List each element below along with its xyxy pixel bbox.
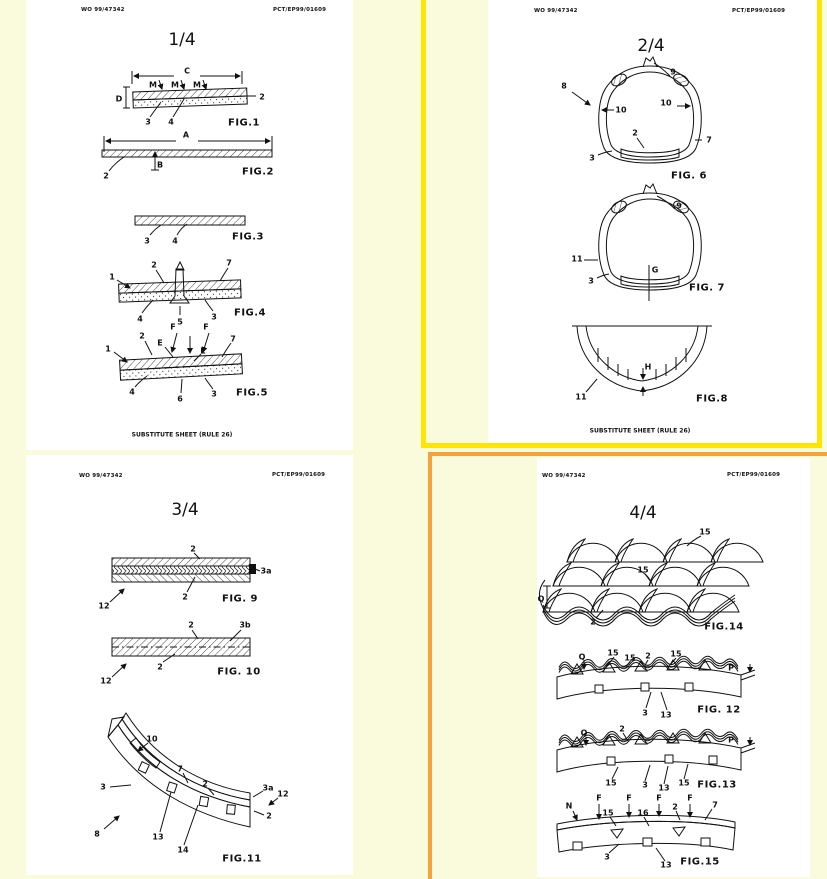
ref-numeral: Q [578,652,586,662]
ref-numeral: E [200,346,206,356]
figure-caption: FIG. 7 [689,282,725,294]
ref-numeral: 3 [604,852,610,862]
sheet-number: 1/4 [168,30,196,50]
sheet-4-drawing [537,458,810,877]
fig-13-drawing [557,729,755,784]
figure-caption: FIG.11 [222,853,262,865]
fig-3-drawing [135,216,245,235]
publication-number: WO 99/47342 [542,473,586,479]
ref-numeral: 9 [670,67,676,77]
figure-caption: FIG.13 [697,779,737,791]
figure-caption: FIG.4 [233,307,267,319]
ref-numeral: 7 [226,258,232,268]
ref-numeral: 6 [177,394,183,404]
ref-numeral: 7 [230,334,236,344]
ref-numeral: 13 [660,860,672,870]
footer-note: SUBSTITUTE SHEET (RULE 26) [131,431,233,439]
ref-numeral: 15 [607,648,619,658]
ref-numeral: 2 [202,779,208,789]
sheet-number: 4/4 [629,503,657,523]
ref-numeral: 15 [637,565,649,575]
ref-numeral: 8 [561,81,567,91]
figure-caption: FIG.14 [704,621,744,633]
application-number: PCT/EP99/01609 [727,472,781,478]
ref-numeral: 10 [660,98,672,108]
ref-numeral: F [203,322,209,332]
ref-numeral: 3 [100,782,106,792]
ref-numeral: 2 [645,651,651,661]
figure-caption: FIG.15 [680,856,720,868]
figure-caption: FIG.1 [227,117,261,129]
ref-numeral: 3 [211,312,217,322]
ref-numeral: P [728,663,734,673]
application-number: PCT/EP99/01609 [273,7,327,13]
sheet-number: 3/4 [171,500,199,520]
ref-numeral: 2 [590,617,596,627]
publication-number: WO 99/47342 [534,8,578,14]
ref-numeral: M [171,80,179,90]
ref-numeral: 3b [239,620,251,630]
ref-numeral: C [184,66,190,76]
ref-numeral: 13 [152,832,164,842]
figure-caption: FIG.3 [231,231,265,243]
ref-numeral: 1 [105,344,111,354]
fig-8-drawing [572,326,712,396]
ref-numeral: D [115,94,123,104]
ref-numeral: 13 [658,783,670,793]
patent-sheet-2[interactable] [488,0,817,443]
ref-numeral: 4 [129,387,135,397]
ref-numeral: 14 [177,845,189,855]
ref-numeral: 15 [602,808,614,818]
ref-numeral: M [149,80,157,90]
ref-numeral: 15 [670,649,682,659]
ref-numeral: 7 [177,764,183,774]
ref-numeral: N [565,801,573,811]
ref-numeral: 2 [259,92,265,102]
ref-numeral: 9 [676,201,682,211]
ref-numeral: E [157,338,163,348]
ref-numeral: 4 [137,314,143,324]
ref-numeral: 3 [589,153,595,163]
ref-numeral: F [596,793,602,803]
fig-2-drawing [102,136,272,171]
ref-numeral: 10 [146,734,158,744]
patent-sheet-4[interactable] [537,458,810,877]
patent-sheet-1[interactable] [26,0,353,450]
ref-numeral: 2 [266,811,272,821]
ref-numeral: 11 [575,392,587,402]
fig-11-drawing [104,713,278,845]
fig-15-drawing [557,801,735,861]
fig-10-drawing [112,630,250,677]
ref-numeral: 2 [632,128,638,138]
fig-6-drawing [572,57,702,163]
ref-numeral: 2 [139,331,145,341]
ref-numeral: 11 [571,254,583,264]
sheet-number: 2/4 [637,36,665,56]
ref-numeral: 3 [145,117,151,127]
ref-numeral: 3 [642,708,648,718]
ref-numeral: 15 [624,653,636,663]
ref-numeral: 2 [157,662,163,672]
ref-numeral: 3 [144,236,150,246]
figure-caption: FIG. 12 [697,704,741,716]
fig-5-drawing [114,333,242,393]
fig-7-drawing [584,184,701,301]
application-number: PCT/EP99/01609 [272,472,326,478]
application-number: PCT/EP99/01609 [732,8,786,14]
ref-numeral: 8 [94,829,100,839]
ref-numeral: 4 [168,117,174,127]
ref-numeral: 15 [699,527,711,537]
fig-9-drawing [110,553,260,602]
ref-numeral: H [644,362,652,372]
ref-numeral: 2 [103,171,109,181]
publication-number: WO 99/47342 [79,473,123,479]
ref-numeral: 3a [260,566,272,576]
ref-numeral: 2 [151,260,157,270]
sheet-1-drawing [26,0,353,450]
ref-numeral: 15 [605,778,617,788]
ref-numeral: F [626,793,632,803]
sheet-2-drawing [488,0,817,443]
ref-numeral: G [651,265,659,275]
ref-numeral: F [656,793,662,803]
ref-numeral: 7 [712,800,718,810]
ref-numeral: 2 [619,724,625,734]
ref-numeral: 3 [642,780,648,790]
fig-1-drawing [123,71,256,117]
publication-number: WO 99/47342 [81,7,125,13]
ref-numeral: 3 [588,276,594,286]
sheet-4-highlight-frame [428,452,827,879]
ref-numeral: F [687,793,693,803]
ref-numeral: 2 [188,620,194,630]
figure-caption: FIG.8 [695,393,729,405]
fig-4-drawing [117,262,241,315]
ref-numeral: 3a [262,783,274,793]
figure-caption: FIG. 9 [222,593,258,605]
ref-numeral: 2 [190,544,196,554]
fig-14-drawing [539,536,763,626]
ref-numeral: P [728,735,734,745]
ref-numeral: B [156,160,164,170]
figure-caption: FIG. 10 [217,666,261,678]
ref-numeral: 12 [98,601,110,611]
footer-note: SUBSTITUTE SHEET (RULE 26) [589,427,691,435]
ref-numeral: 13 [660,710,672,720]
figure-caption: FIG.5 [235,387,269,399]
ref-numeral: 15 [678,778,690,788]
ref-numeral: 2 [182,592,188,602]
ref-numeral: A [182,130,190,140]
ref-numeral: 3 [211,389,217,399]
ref-numeral: Q [580,728,588,738]
ref-numeral: 4 [172,236,178,246]
ref-numeral: F [170,322,176,332]
sheet-2-highlight-frame [421,0,822,448]
ref-numeral: Q [537,594,545,604]
ref-numeral: 5 [177,317,183,327]
ref-numeral: 2 [672,802,678,812]
ref-numeral: 7 [706,135,712,145]
ref-numeral: 1 [109,272,115,282]
ref-numeral: 12 [277,789,289,799]
figure-caption: FIG. 6 [671,170,707,182]
ref-numeral: 10 [615,105,627,115]
ref-numeral: 12 [100,676,112,686]
ref-numeral: 16 [637,808,649,818]
ref-numeral: M [193,80,201,90]
patent-sheet-3[interactable] [26,455,353,875]
figure-caption: FIG.2 [241,166,275,178]
